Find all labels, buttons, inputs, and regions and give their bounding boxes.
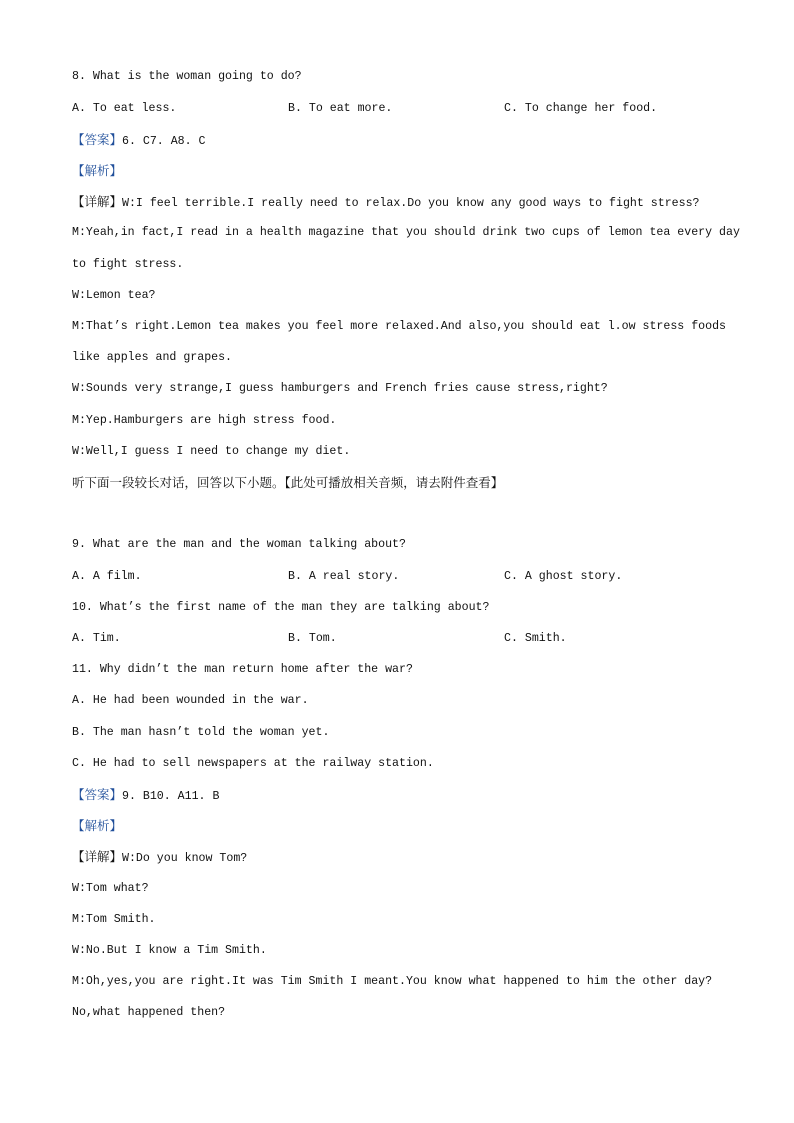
answer-text: 9. B10. A11. B: [122, 790, 220, 803]
answer-tag: 【答案】: [72, 787, 123, 802]
option-b: B. Tom.: [288, 632, 337, 645]
option-b: B. A real story.: [288, 570, 400, 583]
answer-tag: 【答案】: [72, 132, 123, 147]
dialogue-line: to fight stress.: [72, 258, 184, 271]
detail-tag: 【详解】: [72, 849, 123, 864]
dialogue-line: 【详解】W:I feel terrible.I really need to relax.Do you know any good ways to fight stress?: [72, 194, 700, 210]
answer-text: 6. C7. A8. C: [122, 135, 206, 148]
option-a: A. He had been wounded in the war.: [72, 694, 309, 707]
option-a: A. To eat less.: [72, 102, 177, 115]
answer-line-1: [72, 132, 206, 148]
dialogue-line: M:Oh,yes,you are right.It was Tim Smith I meant.You know what happened to him the other day?: [72, 975, 713, 988]
option-b: B. To eat more.: [288, 102, 393, 115]
option-c: C. To change her food.: [504, 102, 658, 115]
dialogue-line: No,what happened then?: [72, 1006, 226, 1019]
dialogue-line: 【详解】W:Do you know Tom?: [72, 849, 248, 865]
option-b: B. The man hasn’t told the woman yet.: [72, 726, 330, 739]
dialogue-line: W:Tom what?: [72, 882, 149, 895]
question-11: 11. Why didn’t the man return home after the war?: [72, 663, 413, 676]
analysis-tag-2: 【解析】: [72, 818, 123, 833]
detail-tag: 【详解】: [72, 194, 123, 209]
dialogue-line: M:That’s right.Lemon tea makes you feel more relaxed.And also,you should eat l.ow stress foods: [72, 320, 726, 333]
analysis-tag-1: 【解析】: [72, 163, 123, 178]
dialogue-line: W:Lemon tea?: [72, 289, 156, 302]
dialogue-line: W:No.But I know a Tim Smith.: [72, 944, 267, 957]
question-8: 8. What is the woman going to do?: [72, 70, 302, 83]
dialogue-line: W:Sounds very strange,I guess hamburgers and French fries cause stress,right?: [72, 382, 608, 395]
question-10: 10. What’s the first name of the man they are talking about?: [72, 601, 490, 614]
option-a: A. A film.: [72, 570, 142, 583]
option-a: A. Tim.: [72, 632, 121, 645]
question-9: 9. What are the man and the woman talking about?: [72, 538, 406, 551]
option-c: C. Smith.: [504, 632, 567, 645]
dialogue-line: like apples and grapes.: [72, 351, 233, 364]
answer-line-2: [72, 787, 219, 803]
listening-instruction: 听下面一段较长对话，回答以下小题。【此处可播放相关音频，请去附件查看】: [72, 475, 504, 490]
dialogue-line: M:Yeah,in fact,I read in a health magazine that you should drink two cups of lemon tea every day: [72, 226, 740, 239]
dialogue-line: M:Tom Smith.: [72, 913, 156, 926]
dialogue-line: M:Yep.Hamburgers are high stress food.: [72, 414, 337, 427]
dialogue-line: W:Well,I guess I need to change my diet.: [72, 445, 351, 458]
option-c: C. He had to sell newspapers at the railway station.: [72, 757, 434, 770]
option-c: C. A ghost story.: [504, 570, 623, 583]
